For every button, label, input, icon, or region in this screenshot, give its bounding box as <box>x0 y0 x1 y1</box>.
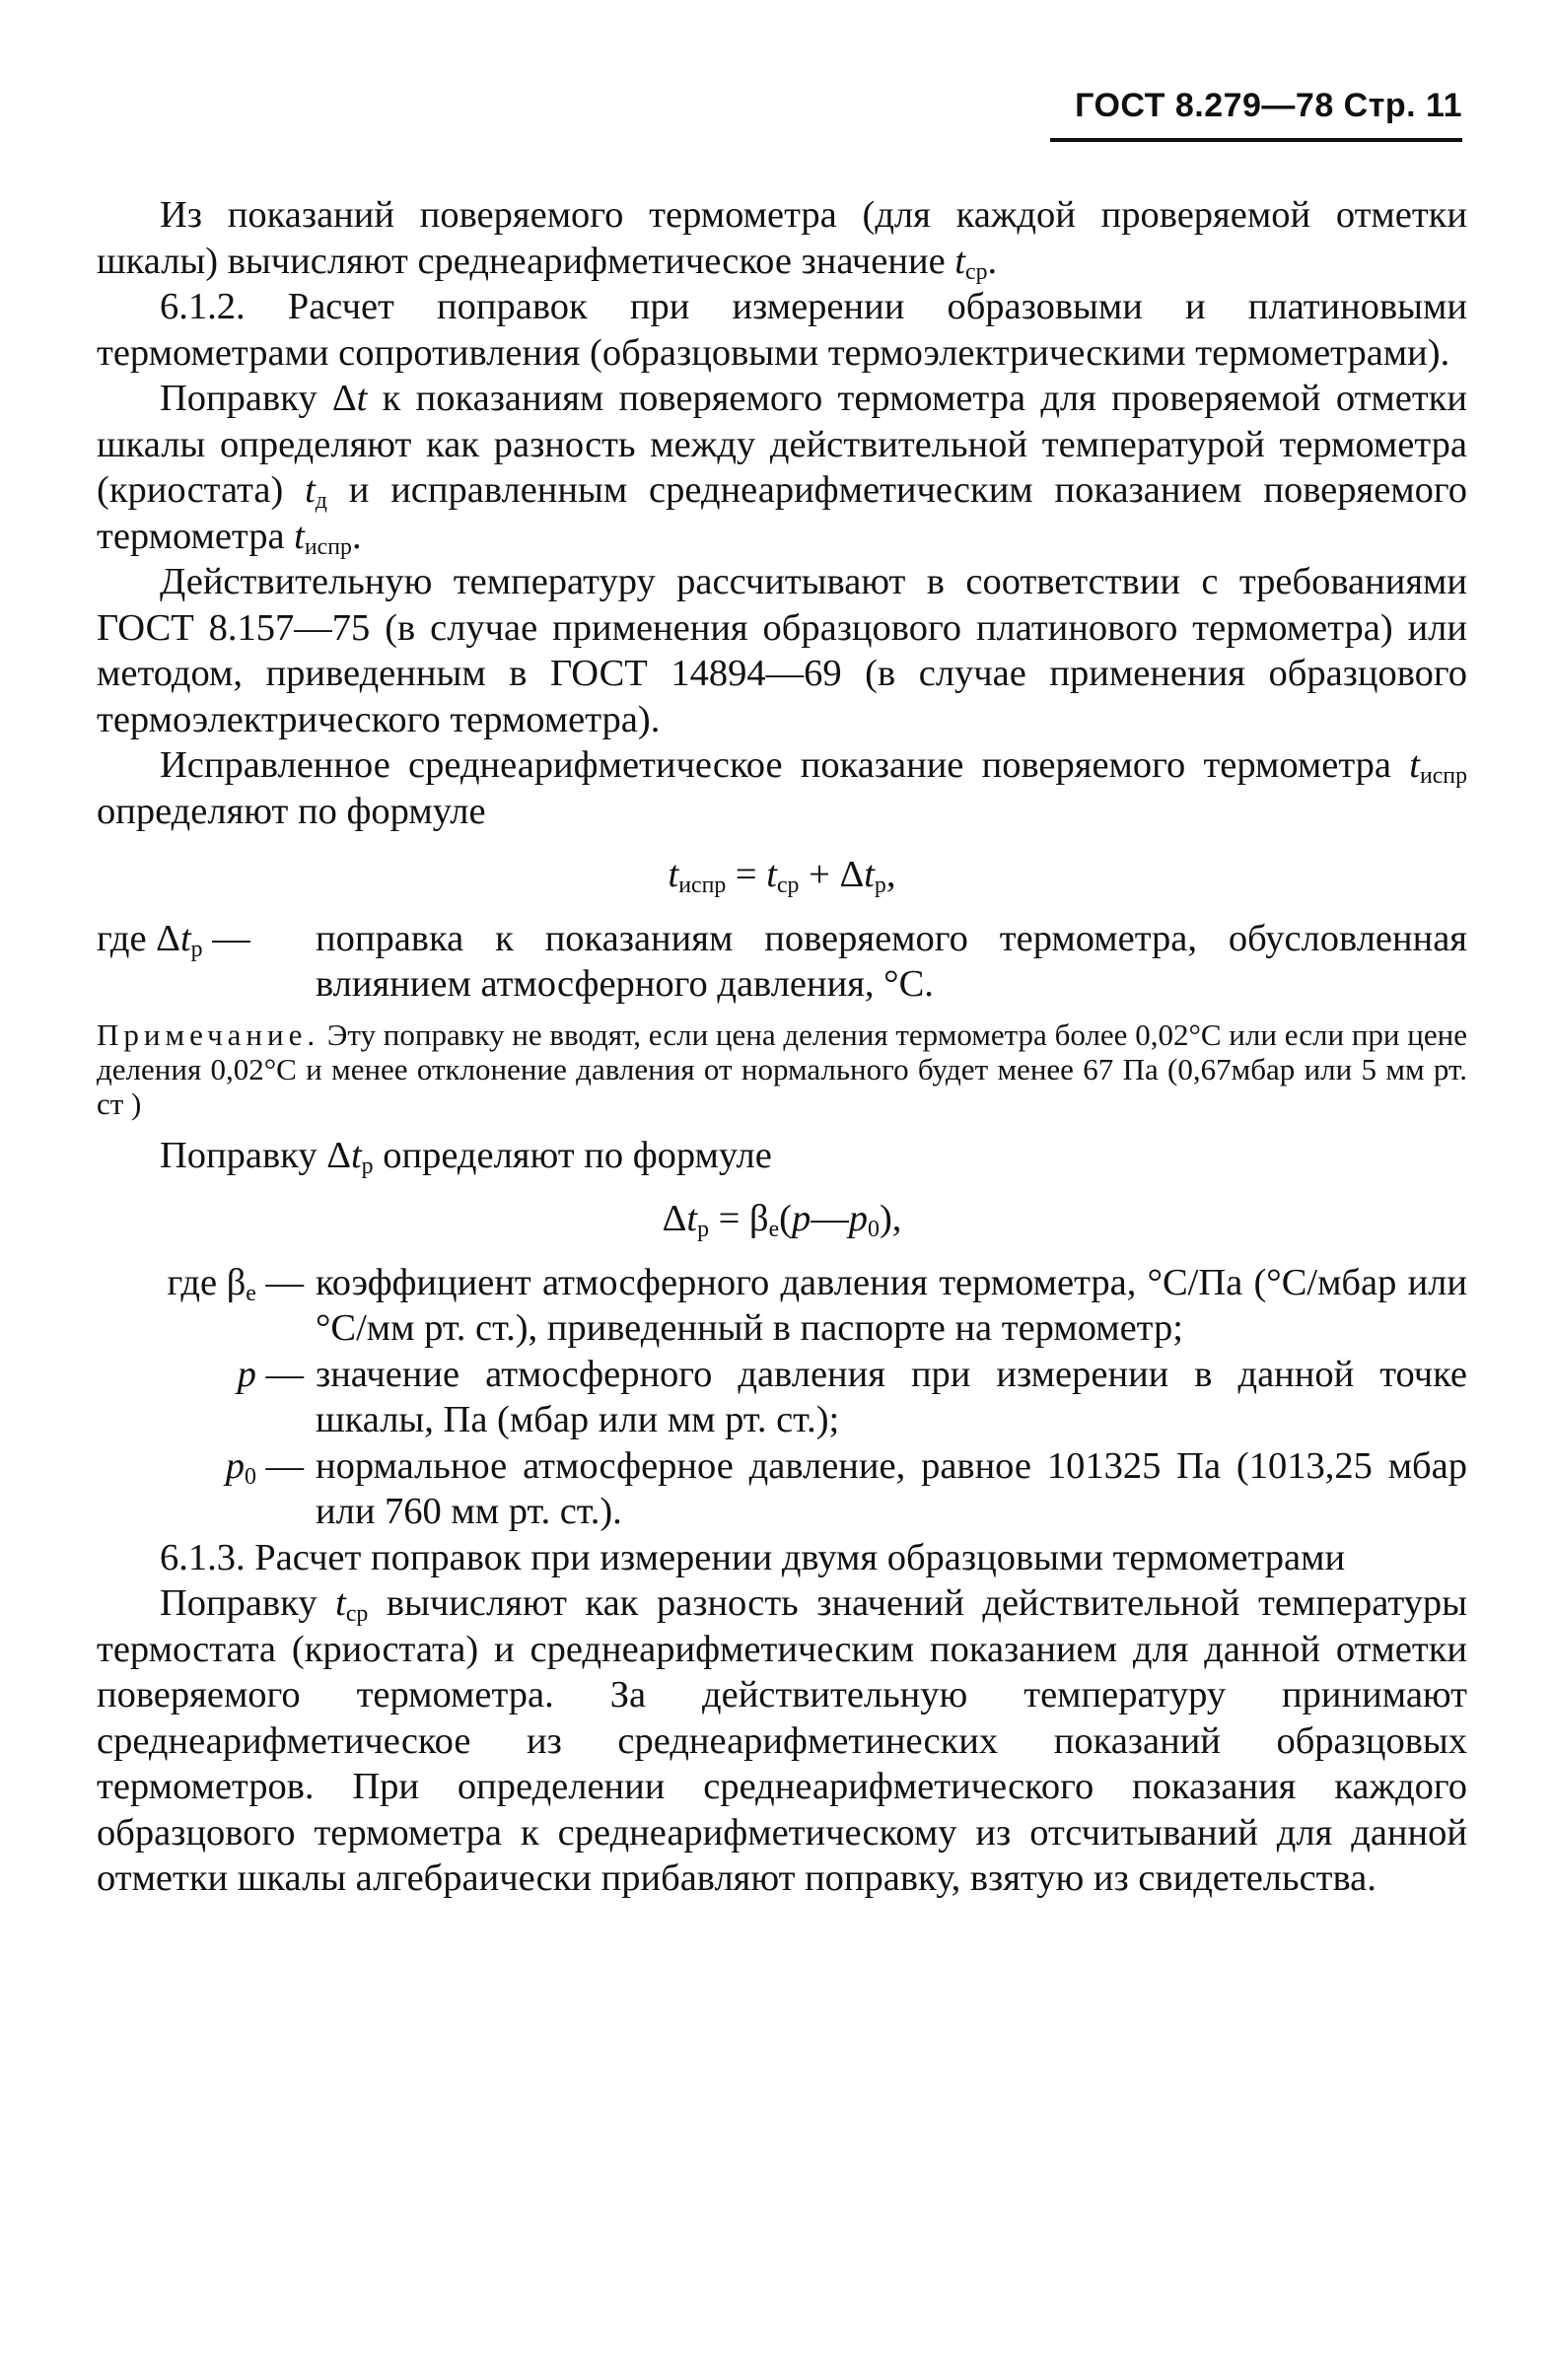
var: t <box>686 1198 698 1239</box>
text: вычисляют как разность значений действительной температуры термостата (криостата) и среднеарифметическим показанием для данной отметки поверяемого термометра. За действительную температуру принимают среднеарифметическое из среднеарифметинеских показаний образцовых термометров. При определении среднеарифметического показания каждого образцового термометра к среднеарифметическому из отсчитываний для данной отметки шкалы алгебраически прибавляют поправку, взятую из свидетельства. <box>97 1582 1467 1899</box>
text: — <box>202 917 250 959</box>
var: t <box>179 917 191 959</box>
subscript: д <box>315 487 327 514</box>
subscript: е <box>768 1216 780 1242</box>
var: t <box>1409 744 1420 786</box>
subscript: е <box>246 1280 256 1306</box>
var: t <box>668 854 679 895</box>
text: — <box>255 1353 304 1395</box>
subscript: ср <box>345 1600 369 1627</box>
definition-label <box>97 1443 304 1535</box>
note-text: Эту поправку не вводят, если цена деления термометра более 0,02°С или если при цене деления 0,02°С и менее отклонение давления от нормального будет менее 67 Па (0,67мбар или 5 мм рт. ст ) <box>97 1016 1467 1121</box>
subscript: р <box>190 936 203 962</box>
text: = β <box>709 1198 769 1239</box>
text: определяют по формуле <box>373 1134 772 1176</box>
text: — <box>811 1198 849 1239</box>
var: t <box>350 1134 362 1176</box>
var: t <box>305 469 316 511</box>
formula-pressure-correction <box>97 1196 1467 1242</box>
section-6-1-2: 6.1.2. Расчет поправок при измерении образовыми и платиновыми термометрами сопротивления (образцовыми термоэлектрическими термометрами). <box>97 286 1467 374</box>
note <box>97 1017 1467 1121</box>
definition-label <box>97 916 304 1008</box>
var: p <box>792 1198 812 1239</box>
paragraph-correction-delta-t <box>97 376 1467 559</box>
var: t <box>335 1582 346 1624</box>
subscript: испр <box>678 872 727 898</box>
subscript: р <box>874 872 886 898</box>
definition-p0 <box>97 1443 1467 1535</box>
definition-text: коэффициент атмосферного давления термометра, °С/Па (°С/мбар или °С/мм рт. ст.), приведенный в паспорте на термометр; <box>316 1261 1467 1349</box>
text: ( <box>779 1198 792 1239</box>
definition-text: поправка к показаниям поверяемого термометра, обусловленная влиянием атмосферного давления, °С. <box>316 917 1467 1005</box>
var: p <box>848 1198 868 1239</box>
definition-label <box>97 1260 304 1352</box>
subscript: испр <box>1419 762 1467 789</box>
definition-text: нормальное атмосферное давление, равное 101325 Па (1013,25 мбар или 760 мм рт. ст.). <box>316 1444 1467 1532</box>
text: ), <box>879 1198 902 1239</box>
text: Поправку <box>160 378 332 419</box>
section-6-1-3: 6.1.3. Расчет поправок при измерении двумя образцовыми термометрами <box>160 1536 1346 1578</box>
definition-text: значение атмосферного давления при измерении в данной точке шкалы, Па (мбар или мм рт. ст.); <box>316 1353 1467 1440</box>
text: = <box>726 854 767 895</box>
text: Δ <box>662 1198 687 1239</box>
document-body <box>97 192 1467 1902</box>
paragraph-mean-value <box>97 192 1467 284</box>
header-rule <box>1050 138 1462 142</box>
text: . <box>351 515 362 557</box>
text: к показаниям поверяемого термометра для проверяемой отметки шкалы определяют как разность между действительной температурой термометра (криостата) <box>97 378 1467 511</box>
text: , <box>885 854 896 895</box>
subscript: испр <box>304 533 352 560</box>
text: определяют по формуле <box>97 790 486 832</box>
definition-beta-e <box>97 1260 1467 1352</box>
definition-label <box>97 1352 304 1443</box>
paragraph-two-reference-thermometers <box>97 1580 1467 1902</box>
subscript: 0 <box>244 1463 256 1490</box>
subscript: р <box>361 1153 374 1179</box>
text: — <box>255 1444 304 1487</box>
var: t <box>766 854 777 895</box>
note-label: Примечание. <box>97 1016 320 1052</box>
text: где β <box>167 1261 247 1303</box>
text: + Δ <box>799 854 865 895</box>
subscript: ср <box>776 872 800 898</box>
subscript: 0 <box>868 1216 880 1242</box>
var: p <box>225 1444 245 1487</box>
text: Из показаний поверяемого термометра (для каждой проверяемой отметки шкалы) вычисляют среднеарифметическое значение <box>97 194 1467 282</box>
text: . <box>987 240 998 282</box>
delta-symbol: Δ <box>331 378 357 419</box>
var: t <box>356 378 368 419</box>
formula-corrected-reading <box>97 852 1467 898</box>
subscript: ср <box>965 258 988 285</box>
text: — <box>255 1261 304 1303</box>
paragraph-actual-temperature: Действительную температуру рассчитывают в соответствии с требованиями ГОСТ 8.157—75 (в случае применения образцового платинового термометра) или методом, приведенным в ГОСТ 14894—69 (в случае применения образцового термоэлектрического термометра). <box>97 561 1467 740</box>
definition-delta-tp <box>97 916 1467 1008</box>
var: p <box>237 1353 256 1395</box>
paragraph-delta-tp-formula-intro <box>97 1133 1467 1179</box>
text: Поправку <box>160 1582 336 1624</box>
page-header: ГОСТ 8.279—78 Стр. 11 <box>1075 87 1462 124</box>
text: Исправленное среднеарифметическое показание поверяемого термометра <box>160 744 1410 786</box>
text: и исправленным среднеарифметическим показанием поверяемого термометра <box>97 469 1467 557</box>
paragraph-corrected-reading <box>97 742 1467 834</box>
text: где Δ <box>97 917 180 959</box>
var: t <box>954 240 965 282</box>
definition-p <box>97 1352 1467 1443</box>
text: Поправку Δ <box>160 1134 351 1176</box>
var: t <box>864 854 875 895</box>
var: t <box>294 515 305 557</box>
subscript: р <box>697 1216 710 1242</box>
